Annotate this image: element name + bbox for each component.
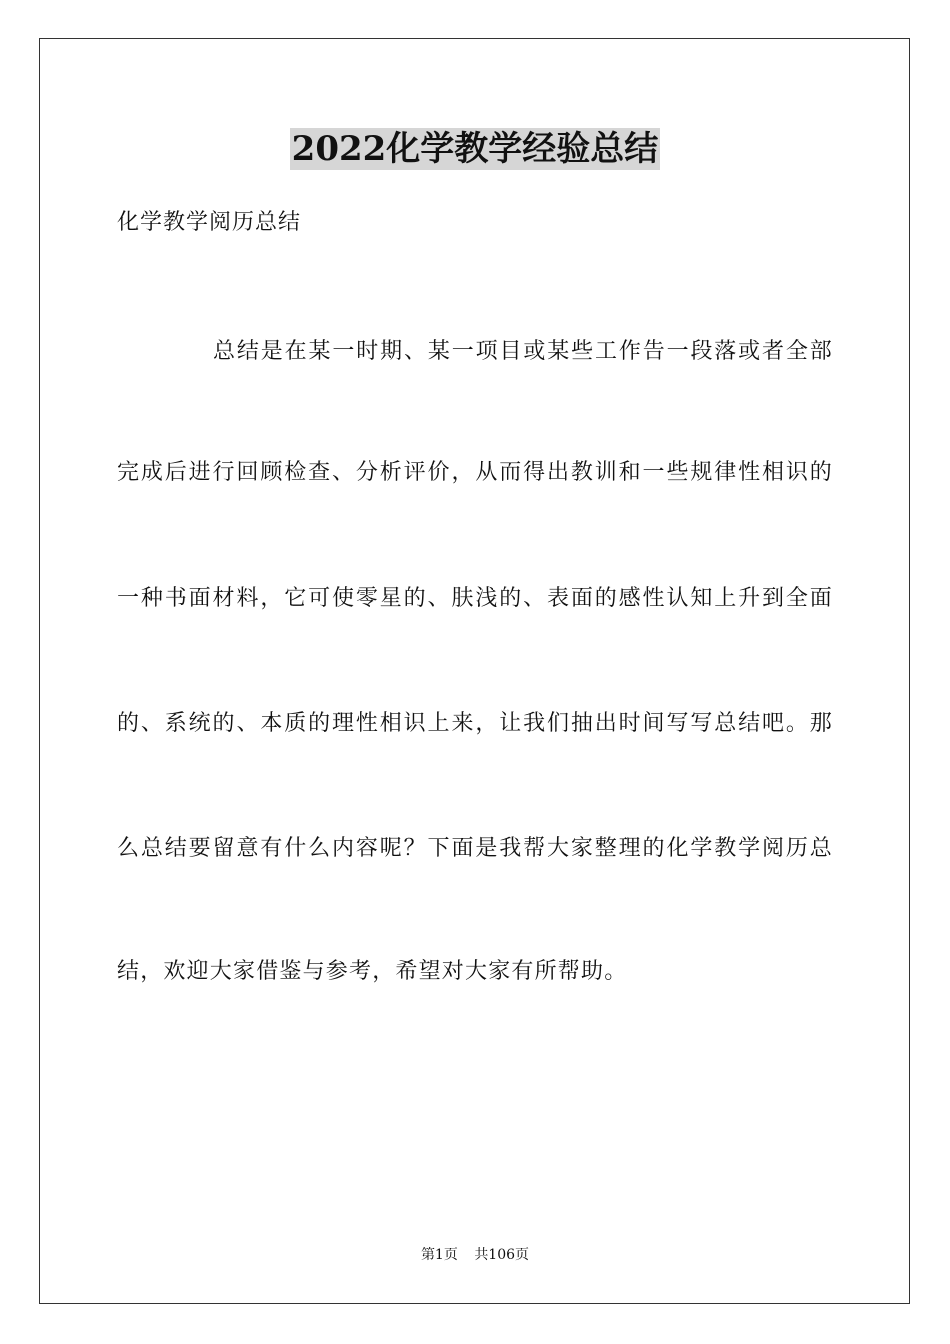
paragraph-line-3: 一种书面材料，它可使零星的、肤浅的、表面的感性认知上升到全面 (117, 586, 833, 611)
title-container (0, 128, 950, 170)
paragraph-line-6: 结，欢迎大家借鉴与参考，希望对大家有所帮助。 (117, 959, 628, 984)
page-total: 共106页 (474, 1247, 530, 1263)
page-current: 第1页 (420, 1247, 458, 1263)
paragraph-line-4: 的、系统的、本质的理性相识上来，让我们抽出时间写写总结吧。那 (117, 711, 833, 736)
paragraph-line-5: 么总结要留意有什么内容呢？下面是我帮大家整理的化学教学阅历总 (117, 836, 833, 861)
document-subtitle: 化学教学阅历总结 (117, 210, 302, 235)
paragraph-line-2: 完成后进行回顾检查、分析评价，从而得出教训和一些规律性相识的 (117, 460, 833, 485)
page-footer (0, 1246, 950, 1264)
paragraph-line-1: 总结是在某一时期、某一项目或某些工作告一段落或者全部 (213, 339, 833, 364)
document-title: 2022化学教学经验总结 (291, 129, 659, 169)
